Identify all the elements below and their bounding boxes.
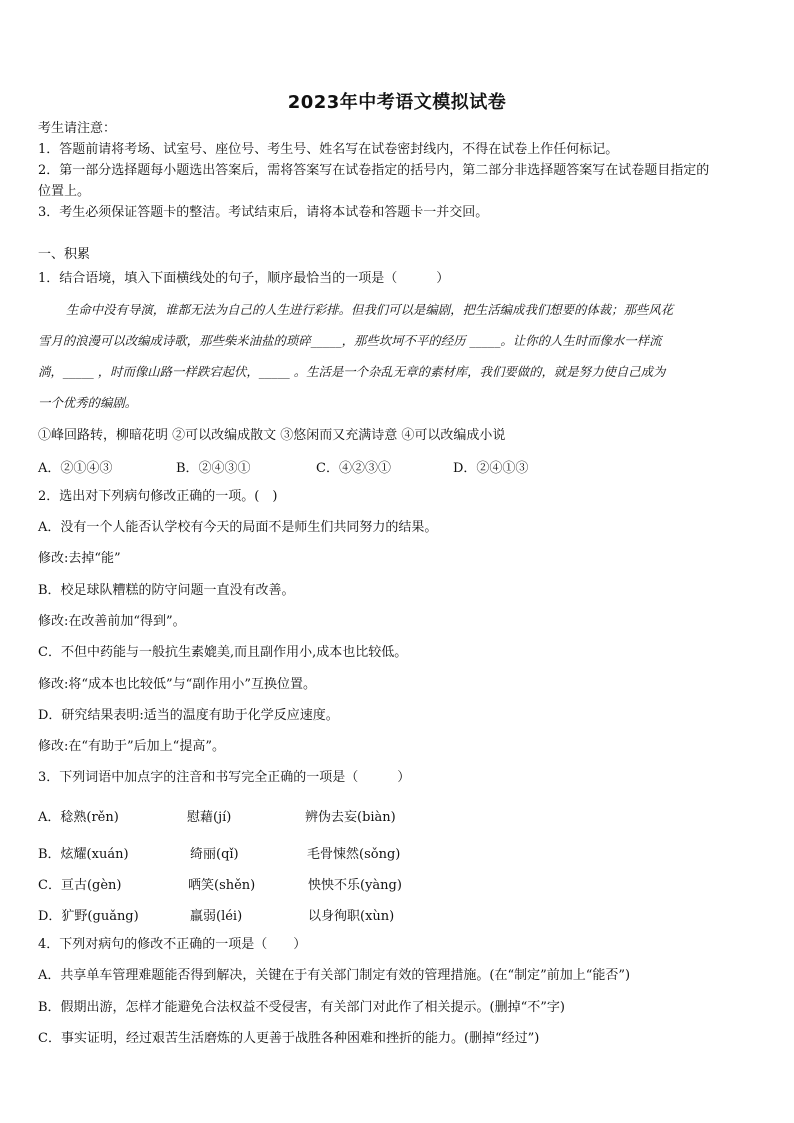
notice-item: 2．第一部分选择题每小题选出答案后，需将答案写在试卷指定的括号内，第二部分非选择题答案写在试卷题目指定的 [38,163,710,178]
question-4-line: A．共享单车管理难题能否得到解决，关键在于有关部门制定有效的管理措施。(在“制定”前加上“能否”) [38,968,631,983]
option-d: D．②④①③ [453,461,529,476]
q3-row-a-col-3: 辨伪去妄(biàn) [305,810,396,825]
q3-row-d-col-2: 羸弱(léi) [190,909,243,924]
q3-row-a-col-1: A．稔熟(rěn) [38,810,119,825]
passage-line: 雪月的浪漫可以改编成诗歌，那些柴米油盐的琐碎_____，那些坎坷不平的经历 _____。让你的人生时而像水一样流 [38,333,662,348]
question-1-choices: ①峰回路转，柳暗花明 ②可以改编成散文 ③悠闲而又充满诗意 ④可以改编成小说 [38,428,506,443]
question-2-line: 修改:在改善前加“得到”。 [38,614,186,629]
question-2-line: C．不但中药能与一般抗生素媲美,而且副作用小,成本也比较低。 [38,645,408,660]
notice-item: 位置上。 [38,184,91,199]
option-c: C．④②③① [316,461,391,476]
q3-row-c-col-1: C．亘古(gèn) [38,878,122,893]
passage-line: 生命中没有导演，谁都无法为自己的人生进行彩排。但我们可以是编剧，把生活编成我们想要的体裁；那些风花 [66,302,674,317]
notice-item: 1．答题前请将考场、试室号、座位号、考生号、姓名写在试卷密封线内，不得在试卷上作任何标记。 [38,142,619,157]
question-2-line: A．没有一个人能否认学校有今天的局面不是师生们共同努力的结果。 [38,520,438,535]
passage-line: 淌，_____ ，时而像山路一样跌宕起伏，_____ 。生活是一个杂乱无章的素材库，我们要做的，就是努力使自己成为 [38,364,666,379]
q3-row-b-col-1: B．炫耀(xuán) [38,847,129,862]
notice-item: 3．考生必须保证答题卡的整洁。考试结束后，请将本试卷和答题卡一并交回。 [38,205,489,220]
section-heading: 一、积累 [38,247,91,262]
question-2-line: 修改:将“成本也比较低”与“副作用小”互换位置。 [38,677,316,692]
question-2-line: 修改:去掉“能” [38,551,121,566]
question-2-line: D．研究结果表明:适当的温度有助于化学反应速度。 [38,708,339,723]
q3-row-b-col-3: 毛骨悚然(sǒng) [307,847,401,862]
option-a: A．②①④③ [38,461,113,476]
question-1-stem: 1．结合语境，填入下面横线处的句子，顺序最恰当的一项是（ ） [38,271,450,286]
q3-row-a-col-2: 慰藉(jí) [187,810,232,825]
question-4-line: C．事实证明，经过艰苦生活磨炼的人更善于战胜各种困难和挫折的能力。(删掉“经过”) [38,1031,540,1046]
q3-row-c-col-3: 怏怏不乐(yàng) [308,878,402,893]
question-2-line: B．校足球队糟糕的防守问题一直没有改善。 [38,583,295,598]
notice-header: 考生请注意： [38,121,117,136]
question-2-line: 修改:在“有助于”后加上“提高”。 [38,739,225,754]
q3-row-d-col-3: 以身徇职(xùn) [308,909,395,924]
q3-row-c-col-2: 哂笑(shěn) [188,878,256,893]
q3-row-d-col-1: D．犷野(guǎng) [38,909,139,924]
question-4-line: B．假期出游，怎样才能避免合法权益不受侵害，有关部门对此作了相关提示。(删掉“不”字) [38,1000,565,1015]
passage-line: 一个优秀的编剧。 [38,395,138,410]
page-title: 2023年中考语文模拟试卷 [287,92,507,113]
question-4-stem: 4．下列对病句的修改不正确的一项是（ ） [38,937,307,952]
question-2-stem: 2．选出对下列病句修改正确的一项。( ) [38,489,278,504]
option-b: B．②④③① [176,461,251,476]
q3-row-b-col-2: 绮丽(qǐ) [190,847,239,862]
question-3-stem: 3．下列词语中加点字的注音和书写完全正确的一项是（ ） [38,770,411,785]
